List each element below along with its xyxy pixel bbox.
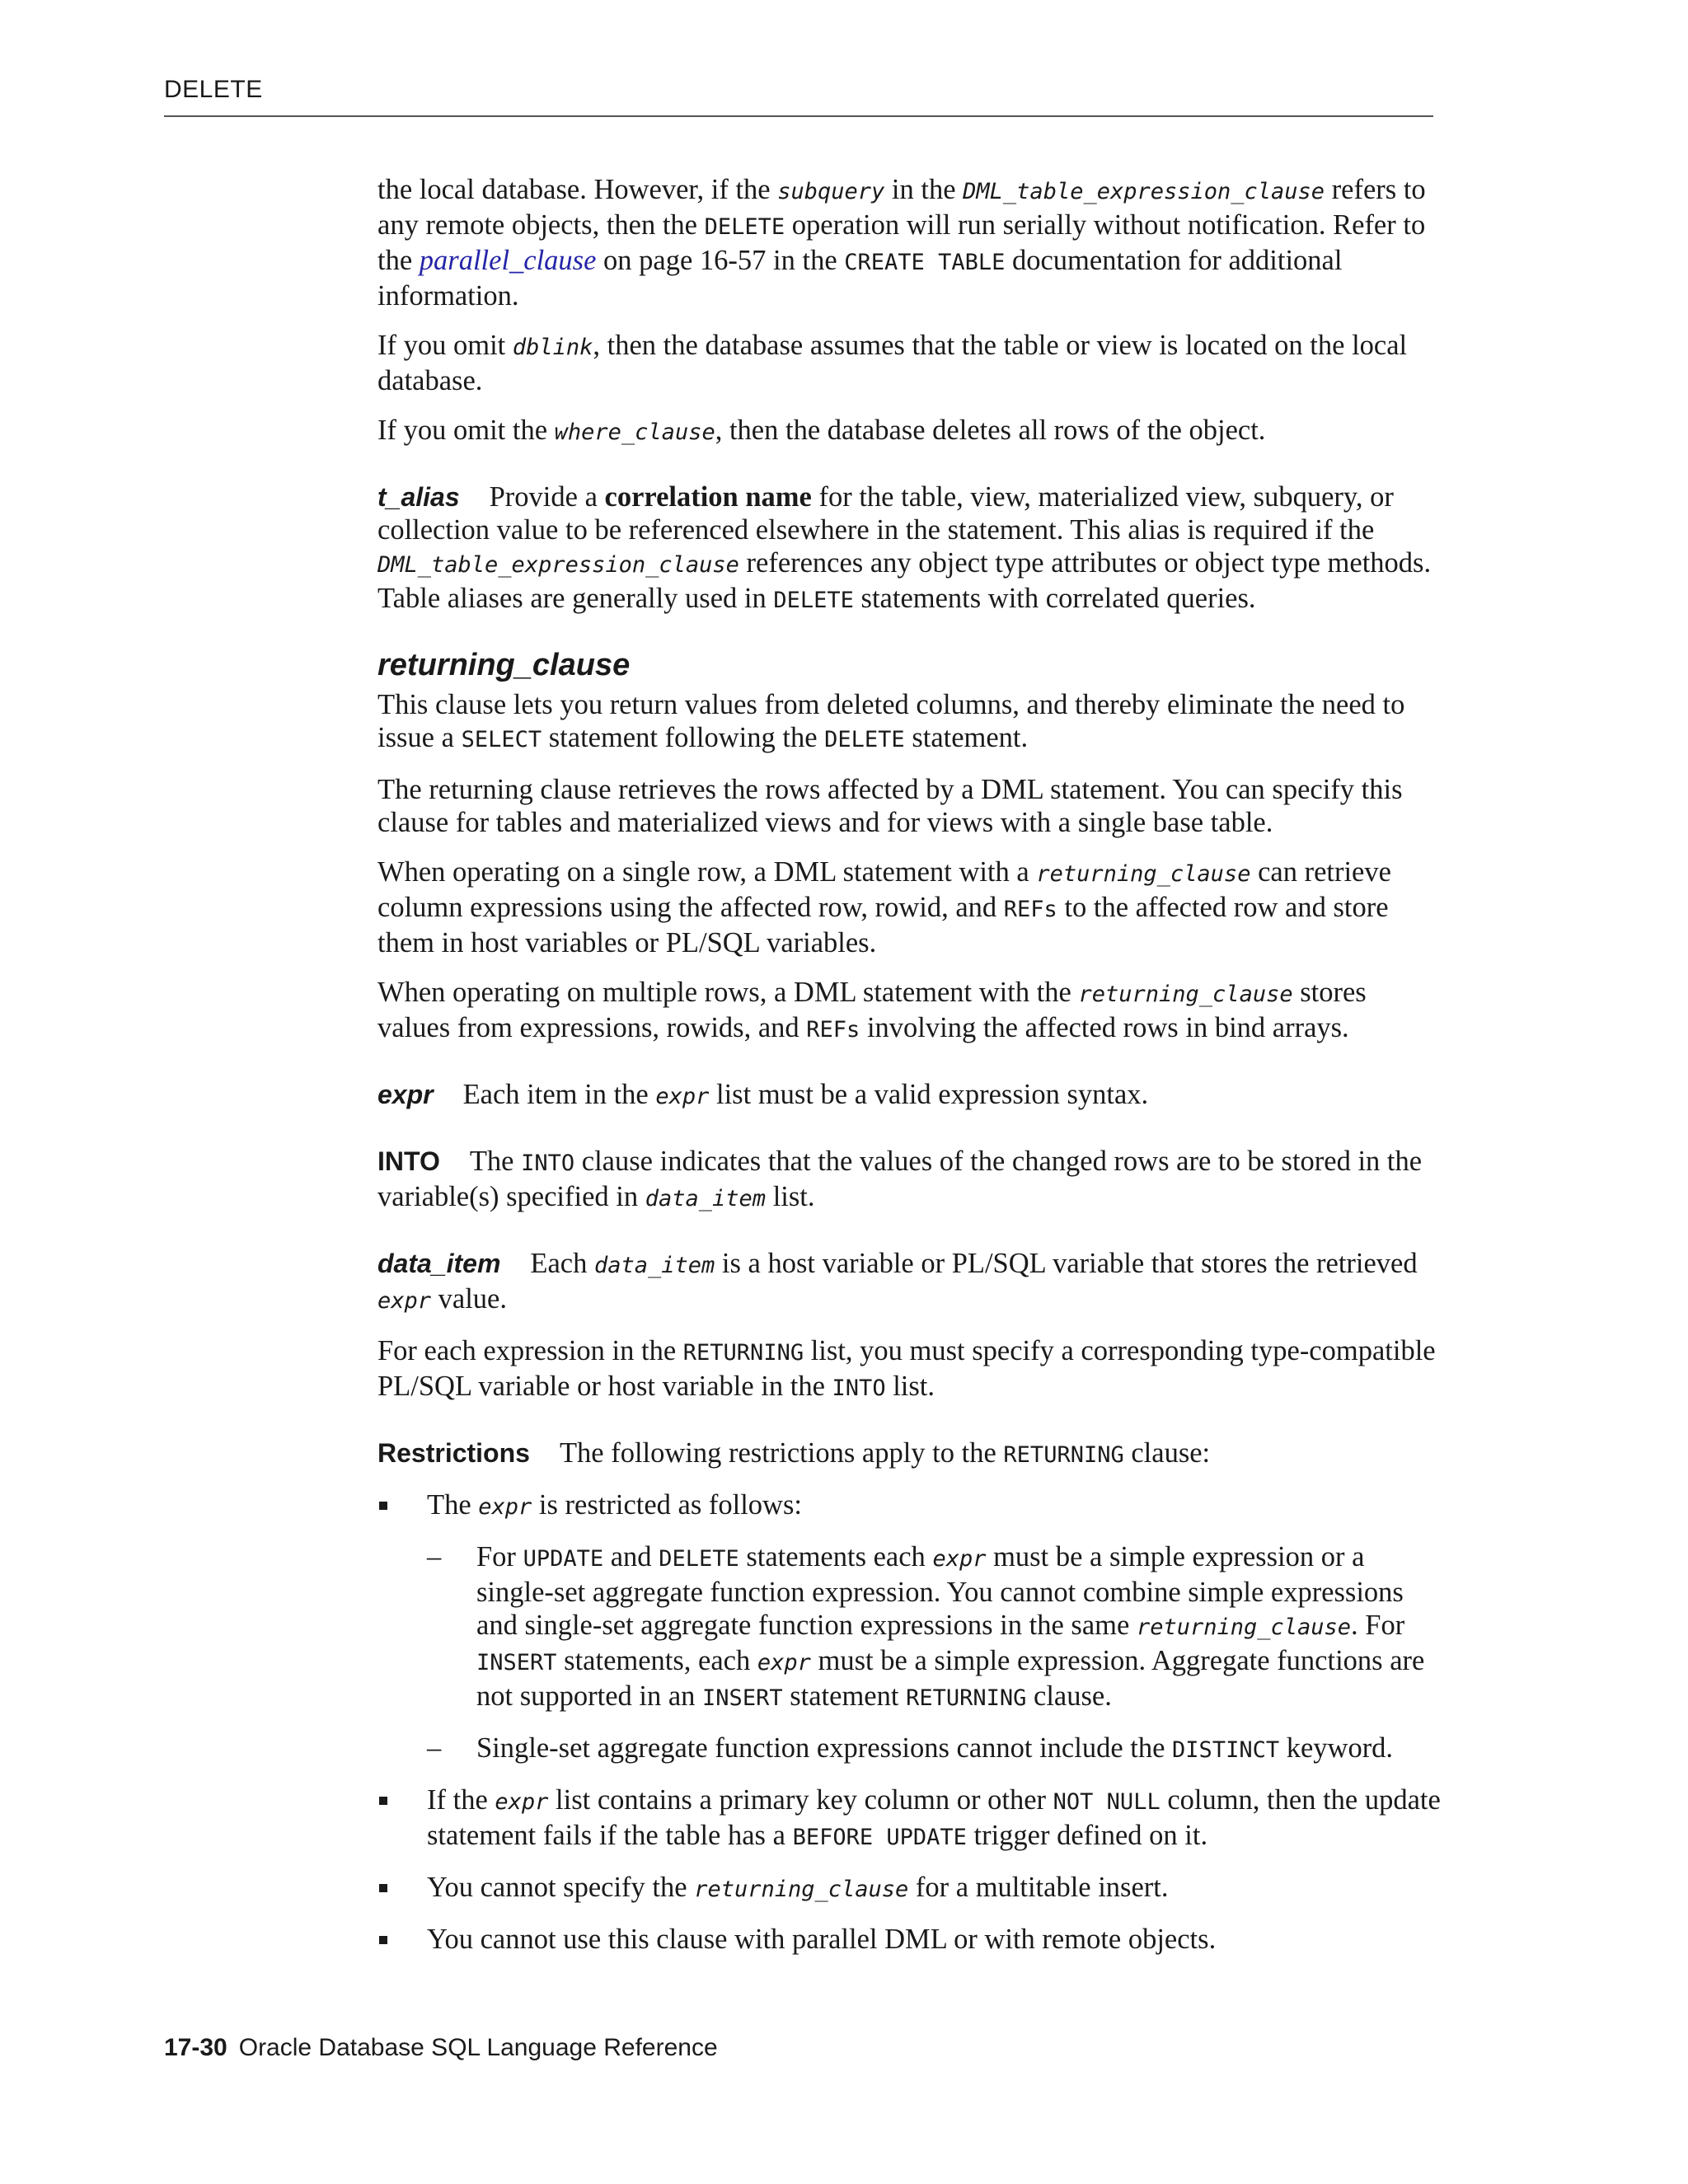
text: statements, each	[556, 1645, 757, 1676]
text: on page 16-57 in the	[596, 245, 845, 276]
list-item	[377, 1488, 1441, 1767]
code-term: expr	[932, 1546, 987, 1572]
code-term: REFs	[1003, 897, 1057, 922]
code-term: INTO	[521, 1151, 575, 1176]
into-definition	[377, 1145, 1441, 1216]
code-term: RETURNING	[1003, 1442, 1124, 1468]
code-term: subquery	[777, 179, 885, 204]
bullet-icon	[379, 1797, 387, 1805]
text: value.	[431, 1283, 507, 1315]
text: Provide a	[489, 481, 605, 513]
book-title: Oracle Database SQL Language Reference	[238, 2034, 718, 2061]
text: The	[469, 1146, 522, 1177]
text: list.	[766, 1181, 815, 1212]
paragraph	[377, 976, 1441, 1047]
page-number: 17-30	[164, 2034, 227, 2061]
text: list contains a primary key column or other	[548, 1784, 1053, 1816]
list-item	[377, 1871, 1441, 1906]
code-term: NOT NULL	[1053, 1789, 1160, 1815]
code-term: RETURNING	[682, 1340, 804, 1366]
code-term: returning_clause	[1136, 1615, 1352, 1640]
paragraph	[377, 173, 1441, 312]
code-term: INSERT	[476, 1650, 557, 1675]
text: stores values from expressions, rowids, and	[377, 977, 1367, 1043]
text: refers to any remote objects, then the	[377, 174, 1426, 241]
code-term: BEFORE UPDATE	[792, 1825, 967, 1850]
text: in the	[884, 174, 964, 205]
text: , then the database deletes all rows of the object.	[715, 415, 1266, 446]
text: for a multitable insert.	[908, 1872, 1169, 1903]
paragraph	[377, 855, 1441, 959]
text: the local database. However, if the	[377, 174, 778, 205]
data-item-definition	[377, 1247, 1441, 1318]
text: must be a simple expression. Aggregate functions are not supported in an	[476, 1645, 1425, 1712]
code-term: DELETE	[704, 214, 785, 240]
text: For	[476, 1541, 523, 1572]
bullet-icon	[379, 1936, 387, 1944]
text: is a host variable or PL/SQL variable that stores the retrieved	[715, 1248, 1418, 1279]
text: list, you must specify a corresponding type-compatible PL/SQL variable or host variable in the	[377, 1335, 1436, 1402]
code-term: returning_clause	[694, 1877, 909, 1902]
code-term: INTO	[832, 1376, 886, 1401]
text: When operating on multiple rows, a DML statement with the	[377, 977, 1079, 1008]
definition-term: Restrictions	[377, 1438, 530, 1468]
code-term: CREATE TABLE	[844, 250, 1006, 275]
page-footer	[164, 2034, 718, 2062]
text: The following restrictions apply to the	[559, 1437, 1004, 1469]
text: list must be a valid expression syntax.	[709, 1079, 1149, 1110]
paragraph	[377, 414, 1441, 449]
bold-term: correlation name	[604, 481, 812, 513]
code-term: dblink	[512, 335, 593, 360]
text: The	[427, 1489, 479, 1521]
text: statement.	[904, 722, 1029, 753]
list-item	[377, 1923, 1441, 1956]
text: This clause lets you return values from deleted columns, and thereby eliminate the need to issue a	[377, 689, 1405, 753]
text: column, then the update statement fails if the table has a	[427, 1784, 1441, 1851]
text: , then the database assumes that the table or view is located on the local database.	[377, 330, 1408, 396]
code-term: RETURNING	[906, 1685, 1027, 1711]
text: documentation for additional information.	[377, 245, 1343, 312]
expr-definition	[377, 1078, 1441, 1113]
section-heading: returning_clause	[377, 648, 631, 682]
sub-list	[427, 1540, 1441, 1767]
text: operation will run serially without notification. Refer to the	[377, 209, 1426, 276]
code-term: expr	[757, 1650, 811, 1675]
text: and	[603, 1541, 659, 1572]
text: trigger defined on it.	[966, 1820, 1208, 1851]
restrictions-definition	[377, 1436, 1441, 1472]
text: statements each	[738, 1541, 933, 1572]
header-rule	[164, 115, 1433, 117]
code-term: SELECT	[461, 727, 542, 752]
definition-term: data_item	[377, 1249, 501, 1278]
text: to the affected row and store them in host variables or PL/SQL variables.	[377, 892, 1389, 958]
text: . For	[1351, 1610, 1405, 1641]
dash-icon: –	[427, 1541, 442, 1572]
code-term: DELETE	[824, 727, 905, 752]
bullet-icon	[379, 1884, 387, 1892]
text: If the	[427, 1784, 495, 1816]
code-term: returning_clause	[1036, 861, 1251, 887]
text: is restricted as follows:	[532, 1489, 802, 1521]
code-term: DELETE	[773, 588, 854, 613]
text: list.	[885, 1371, 935, 1402]
text: If you omit	[377, 330, 513, 361]
text: You cannot specify the	[427, 1872, 695, 1903]
text: references any object type attributes or object type methods. Table aliases are generally used in	[377, 547, 1432, 614]
code-term: expr	[655, 1084, 710, 1109]
restrictions-list	[377, 1488, 1441, 1956]
text: You cannot use this clause with parallel DML or with remote objects.	[427, 1924, 1217, 1955]
text: Each item in the	[462, 1079, 656, 1110]
running-header: DELETE	[164, 76, 263, 103]
text: statement following the	[542, 722, 825, 753]
code-term: DML_table_expression_clause	[377, 552, 739, 578]
code-term: REFs	[806, 1017, 860, 1043]
bullet-icon	[379, 1502, 387, 1510]
code-term: data_item	[645, 1186, 767, 1212]
paragraph: The returning clause retrieves the rows affected by a DML statement. You can specify this clause for tables and materialized views and for views with a single base table.	[377, 774, 1403, 838]
definition-term: INTO	[377, 1146, 440, 1176]
t-alias-definition	[377, 480, 1441, 617]
paragraph	[377, 688, 1441, 757]
code-term: DELETE	[659, 1546, 739, 1572]
text: keyword.	[1279, 1732, 1394, 1764]
text: must be a simple expression or a single-set aggregate function expression. You cannot combine simple expressions and single-set aggregate function expressions in the same	[476, 1541, 1404, 1641]
text: can retrieve column expressions using the affected row, rowid, and	[377, 856, 1391, 923]
definition-term: t_alias	[377, 482, 460, 512]
code-term: expr	[478, 1494, 532, 1520]
text: statements with correlated queries.	[853, 583, 1256, 614]
dash-icon: –	[427, 1732, 442, 1764]
code-term: expr	[377, 1288, 432, 1314]
sub-list-item	[427, 1540, 1441, 1715]
code-term: where_clause	[554, 419, 715, 445]
text: Each	[530, 1248, 594, 1279]
paragraph	[377, 329, 1441, 397]
list-item	[377, 1783, 1441, 1854]
text: Single-set aggregate function expressions cannot include the	[476, 1732, 1173, 1764]
code-term: data_item	[593, 1253, 715, 1278]
text: clause.	[1026, 1680, 1112, 1712]
sub-list-item	[427, 1732, 1441, 1767]
code-term: expr	[495, 1789, 549, 1815]
code-term: returning_clause	[1078, 982, 1293, 1007]
code-term: DISTINCT	[1172, 1737, 1280, 1763]
text: clause:	[1123, 1437, 1211, 1469]
code-term: DML_table_expression_clause	[963, 179, 1325, 204]
text: involving the affected rows in bind arrays.	[860, 1012, 1349, 1043]
text: statement	[782, 1680, 907, 1712]
code-term: INSERT	[702, 1685, 783, 1711]
page-body	[377, 173, 1441, 1972]
definition-term: expr	[377, 1080, 434, 1109]
text: For each expression in the	[377, 1335, 683, 1366]
code-term: UPDATE	[523, 1546, 604, 1572]
text: When operating on a single row, a DML statement with a	[377, 856, 1037, 888]
paragraph	[377, 1334, 1441, 1405]
parallel-clause-link[interactable]: parallel_clause	[419, 245, 597, 276]
text: If you omit the	[377, 415, 555, 446]
text: clause indicates that the values of the changed rows are to be stored in the variable(s) specified in	[377, 1146, 1423, 1212]
text: for the table, view, materialized view, subquery, or collection value to be referenced elsewhere in the statement. This alias is required if the	[377, 481, 1394, 546]
